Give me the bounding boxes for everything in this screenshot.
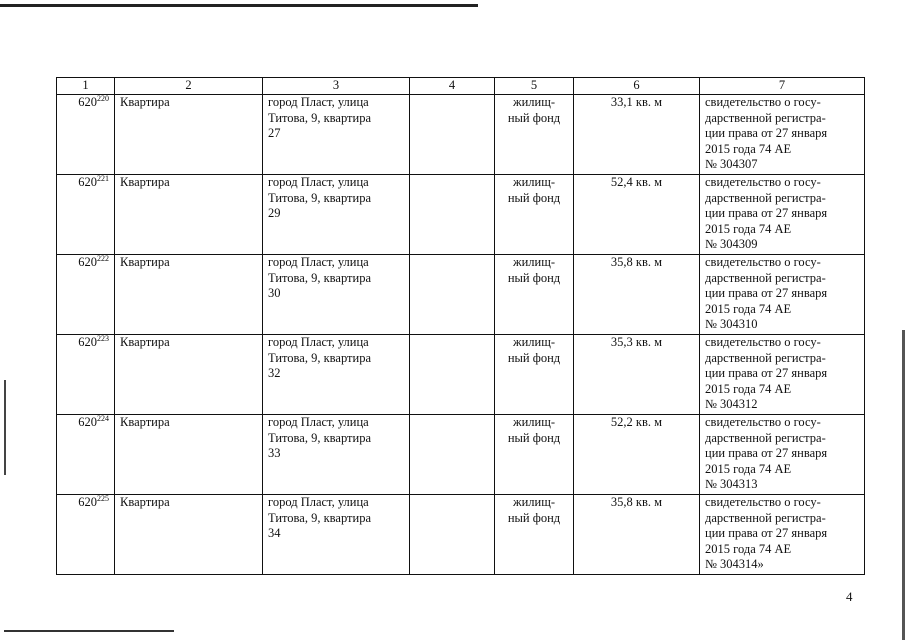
address-line: 27 xyxy=(268,126,281,141)
table-row xyxy=(57,95,865,175)
row-number-cell xyxy=(57,415,115,495)
row-number: 620 xyxy=(78,255,97,269)
row-number: 620 xyxy=(78,495,97,509)
document-line: дарственной регистра- xyxy=(705,110,826,125)
document-line: дарственной регистра- xyxy=(705,510,826,525)
object-type-cell xyxy=(115,495,263,575)
object-type: Квартира xyxy=(120,95,170,109)
area-cell xyxy=(574,335,700,415)
fund-line: ный фонд xyxy=(507,190,561,205)
document-cell xyxy=(700,495,865,575)
document-line: 2015 года 74 АЕ xyxy=(705,461,792,476)
document-cell xyxy=(700,335,865,415)
row-number-superscript: 224 xyxy=(97,414,109,423)
column-header-7: 7 xyxy=(700,78,865,95)
column-4-cell xyxy=(410,495,495,575)
column-header-1: 1 xyxy=(57,78,115,95)
address-line: Титова, 9, квартира xyxy=(268,350,371,365)
area-value: 35,8 кв. м xyxy=(610,495,663,509)
document-line: ции права от 27 января xyxy=(705,526,828,541)
document-line: свидетельство о госу- xyxy=(705,495,821,509)
document-line: 2015 года 74 АЕ xyxy=(705,541,792,556)
document-cell xyxy=(700,255,865,335)
fund-line: ный фонд xyxy=(507,270,561,285)
address-cell xyxy=(263,175,410,255)
document-line: № 304314» xyxy=(705,557,764,572)
area-value: 35,3 кв. м xyxy=(610,335,663,349)
area-value: 52,4 кв. м xyxy=(610,175,663,189)
row-number-cell xyxy=(57,95,115,175)
scan-artifact-left-mark xyxy=(4,380,6,475)
row-number-cell xyxy=(57,335,115,415)
fund-cell xyxy=(495,495,574,575)
document-line: дарственной регистра- xyxy=(705,270,826,285)
address-line: город Пласт, улица xyxy=(268,175,369,189)
scan-artifact-top-line xyxy=(0,4,478,7)
document-line: 2015 года 74 АЕ xyxy=(705,221,792,236)
fund-line: жилищ- xyxy=(512,495,556,509)
document-line: дарственной регистра- xyxy=(705,190,826,205)
document-cell xyxy=(700,95,865,175)
fund-line: ный фонд xyxy=(507,430,561,445)
fund-cell xyxy=(495,95,574,175)
column-header-6: 6 xyxy=(574,78,700,95)
document-line: свидетельство о госу- xyxy=(705,95,821,109)
document-cell xyxy=(700,415,865,495)
row-number: 620 xyxy=(78,95,97,109)
object-type-cell xyxy=(115,175,263,255)
address-line: 29 xyxy=(268,206,281,221)
address-cell xyxy=(263,415,410,495)
document-line: ции права от 27 января xyxy=(705,206,828,221)
address-line: город Пласт, улица xyxy=(268,495,369,509)
document-line: свидетельство о госу- xyxy=(705,415,821,429)
object-type-cell xyxy=(115,95,263,175)
address-line: Титова, 9, квартира xyxy=(268,270,371,285)
document-line: свидетельство о госу- xyxy=(705,255,821,269)
fund-cell xyxy=(495,335,574,415)
address-line: город Пласт, улица xyxy=(268,255,369,269)
column-4-cell xyxy=(410,255,495,335)
row-number-superscript: 225 xyxy=(97,494,109,503)
document-line: ции права от 27 января xyxy=(705,446,828,461)
object-type-cell xyxy=(115,335,263,415)
fund-cell xyxy=(495,175,574,255)
object-type-cell xyxy=(115,415,263,495)
address-line: Титова, 9, квартира xyxy=(268,430,371,445)
document-line: ции права от 27 января xyxy=(705,126,828,141)
row-number-superscript: 220 xyxy=(97,94,109,103)
area-cell xyxy=(574,255,700,335)
fund-line: жилищ- xyxy=(512,95,556,109)
table-row xyxy=(57,175,865,255)
address-line: Титова, 9, квартира xyxy=(268,510,371,525)
row-number-superscript: 222 xyxy=(97,254,109,263)
document-line: свидетельство о госу- xyxy=(705,335,821,349)
document-line: ции права от 27 января xyxy=(705,286,828,301)
address-line: Титова, 9, квартира xyxy=(268,110,371,125)
address-cell xyxy=(263,495,410,575)
document-line: дарственной регистра- xyxy=(705,430,826,445)
page-number: 4 xyxy=(846,589,853,604)
scan-artifact-bottom-mark xyxy=(4,630,174,632)
fund-line: жилищ- xyxy=(512,335,556,349)
column-4-cell xyxy=(410,95,495,175)
table-header-row xyxy=(57,78,865,95)
object-type: Квартира xyxy=(120,495,170,509)
row-number: 620 xyxy=(78,415,97,429)
column-4-cell xyxy=(410,335,495,415)
address-line: город Пласт, улица xyxy=(268,95,369,109)
document-line: № 304310 xyxy=(705,317,758,332)
area-cell xyxy=(574,95,700,175)
column-header-5: 5 xyxy=(495,78,574,95)
row-number: 620 xyxy=(78,175,97,189)
document-line: 2015 года 74 АЕ xyxy=(705,141,792,156)
address-line: 33 xyxy=(268,446,281,461)
area-value: 33,1 кв. м xyxy=(610,95,663,109)
object-type: Квартира xyxy=(120,175,170,189)
address-cell xyxy=(263,95,410,175)
object-type: Квартира xyxy=(120,335,170,349)
area-cell xyxy=(574,495,700,575)
document-line: 2015 года 74 АЕ xyxy=(705,381,792,396)
address-line: город Пласт, улица xyxy=(268,415,369,429)
address-line: город Пласт, улица xyxy=(268,335,369,349)
row-number-cell xyxy=(57,495,115,575)
fund-line: ный фонд xyxy=(507,110,561,125)
object-type-cell xyxy=(115,255,263,335)
object-type: Квартира xyxy=(120,255,170,269)
fund-cell xyxy=(495,255,574,335)
document-line: свидетельство о госу- xyxy=(705,175,821,189)
address-line: 32 xyxy=(268,366,281,381)
table-row xyxy=(57,415,865,495)
object-type: Квартира xyxy=(120,415,170,429)
column-4-cell xyxy=(410,175,495,255)
table-row xyxy=(57,255,865,335)
document-line: ции права от 27 января xyxy=(705,366,828,381)
address-cell xyxy=(263,255,410,335)
table-row xyxy=(57,495,865,575)
fund-line: ный фонд xyxy=(507,350,561,365)
row-number: 620 xyxy=(78,335,97,349)
area-cell xyxy=(574,175,700,255)
row-number-cell xyxy=(57,255,115,335)
document-line: № 304312 xyxy=(705,397,758,412)
fund-line: ный фонд xyxy=(507,510,561,525)
row-number-superscript: 223 xyxy=(97,334,109,343)
column-header-3: 3 xyxy=(263,78,410,95)
fund-line: жилищ- xyxy=(512,415,556,429)
property-registry-table xyxy=(56,77,865,575)
table-row xyxy=(57,335,865,415)
area-value: 52,2 кв. м xyxy=(610,415,663,429)
fund-line: жилищ- xyxy=(512,175,556,189)
column-header-4: 4 xyxy=(410,78,495,95)
fund-line: жилищ- xyxy=(512,255,556,269)
address-line: 30 xyxy=(268,286,281,301)
fund-cell xyxy=(495,415,574,495)
row-number-superscript: 221 xyxy=(97,174,109,183)
address-line: Титова, 9, квартира xyxy=(268,190,371,205)
document-line: № 304307 xyxy=(705,157,758,172)
document-line: № 304309 xyxy=(705,237,758,252)
document-line: 2015 года 74 АЕ xyxy=(705,301,792,316)
address-line: 34 xyxy=(268,526,281,541)
area-cell xyxy=(574,415,700,495)
column-header-2: 2 xyxy=(115,78,263,95)
document-line: № 304313 xyxy=(705,477,758,492)
document-cell xyxy=(700,175,865,255)
row-number-cell xyxy=(57,175,115,255)
column-4-cell xyxy=(410,415,495,495)
area-value: 35,8 кв. м xyxy=(610,255,663,269)
document-line: дарственной регистра- xyxy=(705,350,826,365)
address-cell xyxy=(263,335,410,415)
